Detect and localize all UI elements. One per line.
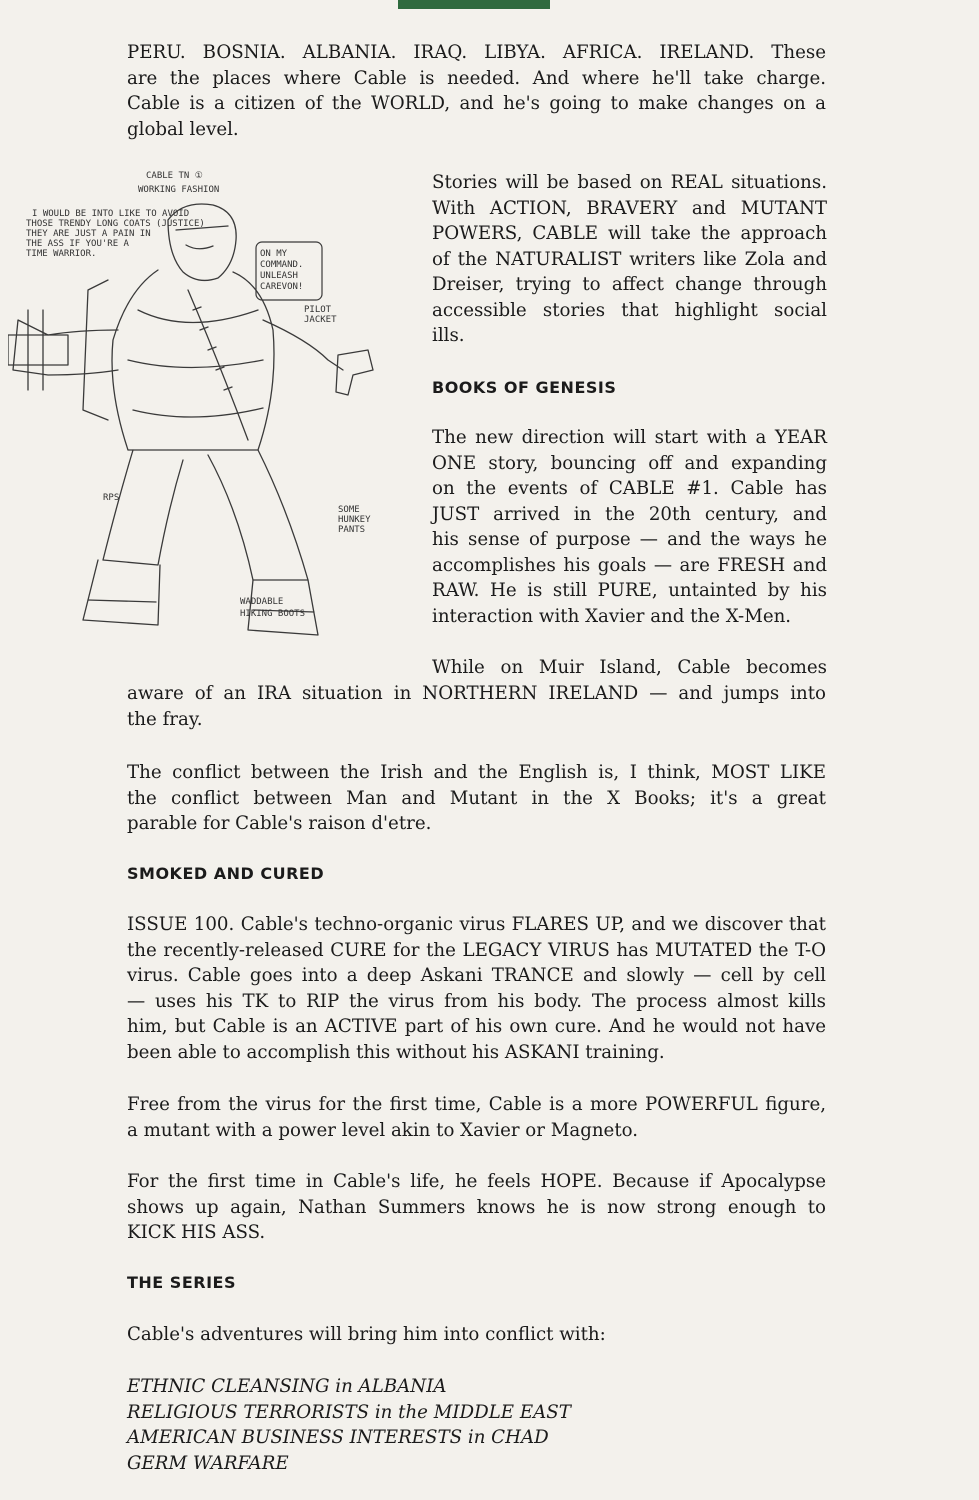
list-item: AMERICAN BUSINESS INTERESTS in CHAD [127,1427,549,1448]
text-line: The conflict between the Irish and the English is, I think, MOST LIKE [127,762,826,783]
callout-label: JACKET [304,315,337,325]
text-line: KICK HIS ASS. [127,1222,266,1243]
text-line: shows up again, Nathan Summers knows he is now strong enough to [127,1196,826,1218]
muir-paragraph [127,681,826,732]
text-line: the fray. [127,708,203,730]
cable-sketch-illustration [8,160,400,655]
text-line: parable for Cable's raison d'etre. [127,813,432,834]
sketch-note: THEY ARE JUST A PAIN IN [26,229,151,239]
sketch-note: THOSE TRENDY LONG COATS (JUSTICE) [26,219,205,229]
sketch-title: CABLE TN ① [146,171,203,181]
sketch-note: THE ASS IF YOU'RE A [26,239,129,249]
text-line: The new direction will start with a YEAR [432,427,827,448]
text-line: him, but Cable is an ACTIVE part of his own cure. And he would not have [127,1016,826,1037]
text-line: Dreiser, trying to affect change through [432,274,827,295]
callout-label: HUNKEY [338,515,371,525]
text-line: Cable is a citizen of the WORLD, and he's going to make changes on a [127,93,826,114]
callout-label: PANTS [338,525,366,535]
bubble-text: COMMAND. [260,260,304,270]
top-color-tab [398,0,550,9]
text-line: Free from the virus for the first time, Cable is a more POWERFUL figure, [127,1094,826,1115]
artist-mark: RPS [103,493,120,503]
text-line: PERU. BOSNIA. ALBANIA. IRAQ. LIBYA. AFRICA. IRELAND. These [127,42,826,63]
text-line: aware of an IRA situation in NORTHERN IRELAND — and jumps into [127,683,826,704]
text-line: JUST arrived in the 20th century, and [432,503,827,525]
text-line: ills. [432,325,465,346]
text-line: With ACTION, BRAVERY and MUTANT [432,197,827,219]
hope-paragraph [127,1169,826,1246]
bubble-text: UNLEASH [260,271,298,281]
sketch-note: I WOULD BE INTO LIKE TO AVOID [32,209,190,219]
callout-label: WADDABLE [240,597,284,607]
text-line: the recently-released CURE for the LEGACY VIRUS has MUTATED the T-O [127,939,826,961]
text-line: RAW. He is still PURE, untainted by his [432,580,827,601]
text-line: on the events of CABLE #1. Cable has [432,478,827,499]
text-line: accomplishes his goals — are FRESH and [432,554,827,576]
heading-books-of-genesis: BOOKS OF GENESIS [432,378,617,397]
text-line: accessible stories that highlight social [432,299,827,321]
list-item: ETHNIC CLEANSING in ALBANIA [127,1376,447,1397]
text-line: global level. [127,118,239,140]
naturalist-paragraph [432,170,827,349]
text-line: been able to accomplish this without his ASKANI training. [127,1041,665,1063]
free-paragraph [127,1092,826,1143]
text-line: Cable's adventures will bring him into conflict with: [127,1324,606,1345]
text-line: a mutant with a power level akin to Xavier or Magneto. [127,1119,639,1141]
series-intro [127,1322,826,1348]
text-line: ONE story, bouncing off and expanding [432,452,827,474]
list-item: GERM WARFARE [127,1452,289,1474]
heading-smoked-and-cured: SMOKED AND CURED [127,864,325,883]
callout-label: SOME [338,505,360,515]
text-line: of the NATURALIST writers like Zola and [432,248,827,270]
text-line: POWERS, CABLE will take the approach [432,223,827,244]
muir-first-line [432,655,827,681]
text-line: are the places where Cable is needed. And where he'll take charge. [127,67,826,89]
intro-paragraph [127,40,826,142]
genesis-paragraph [432,425,827,629]
text-line: virus. Cable goes into a deep Askani TRANCE and slowly — cell by cell [127,965,826,986]
issue-paragraph [127,912,826,1065]
text-line: While on Muir Island, Cable becomes [432,657,827,678]
callout-label: PILOT [304,305,332,315]
text-line: interaction with Xavier and the X-Men. [432,605,792,627]
sketch-subtitle: WORKING FASHION [138,185,220,195]
text-line: For the first time in Cable's life, he feels HOPE. Because if Apocalypse [127,1171,826,1192]
text-line: Stories will be based on REAL situations. [432,172,827,193]
bubble-text: ON MY [260,249,288,259]
text-line: his sense of purpose — and the ways he [432,529,827,550]
text-line: the conflict between Man and Mutant in the X Books; it's a great [127,787,826,809]
callout-label: HIKING BOOTS [240,609,306,619]
text-line: ISSUE 100. Cable's techno-organic virus FLARES UP, and we discover that [127,914,826,935]
sketch-note: TIME WARRIOR. [26,249,97,259]
conflict-list [127,1374,826,1476]
heading-the-series: THE SERIES [127,1273,236,1292]
list-item: RELIGIOUS TERRORISTS in the MIDDLE EAST [127,1401,571,1423]
conflict-paragraph [127,760,826,837]
bubble-text: CAREVON! [260,282,304,292]
text-line: — uses his TK to RIP the virus from his body. The process almost kills [127,990,826,1012]
